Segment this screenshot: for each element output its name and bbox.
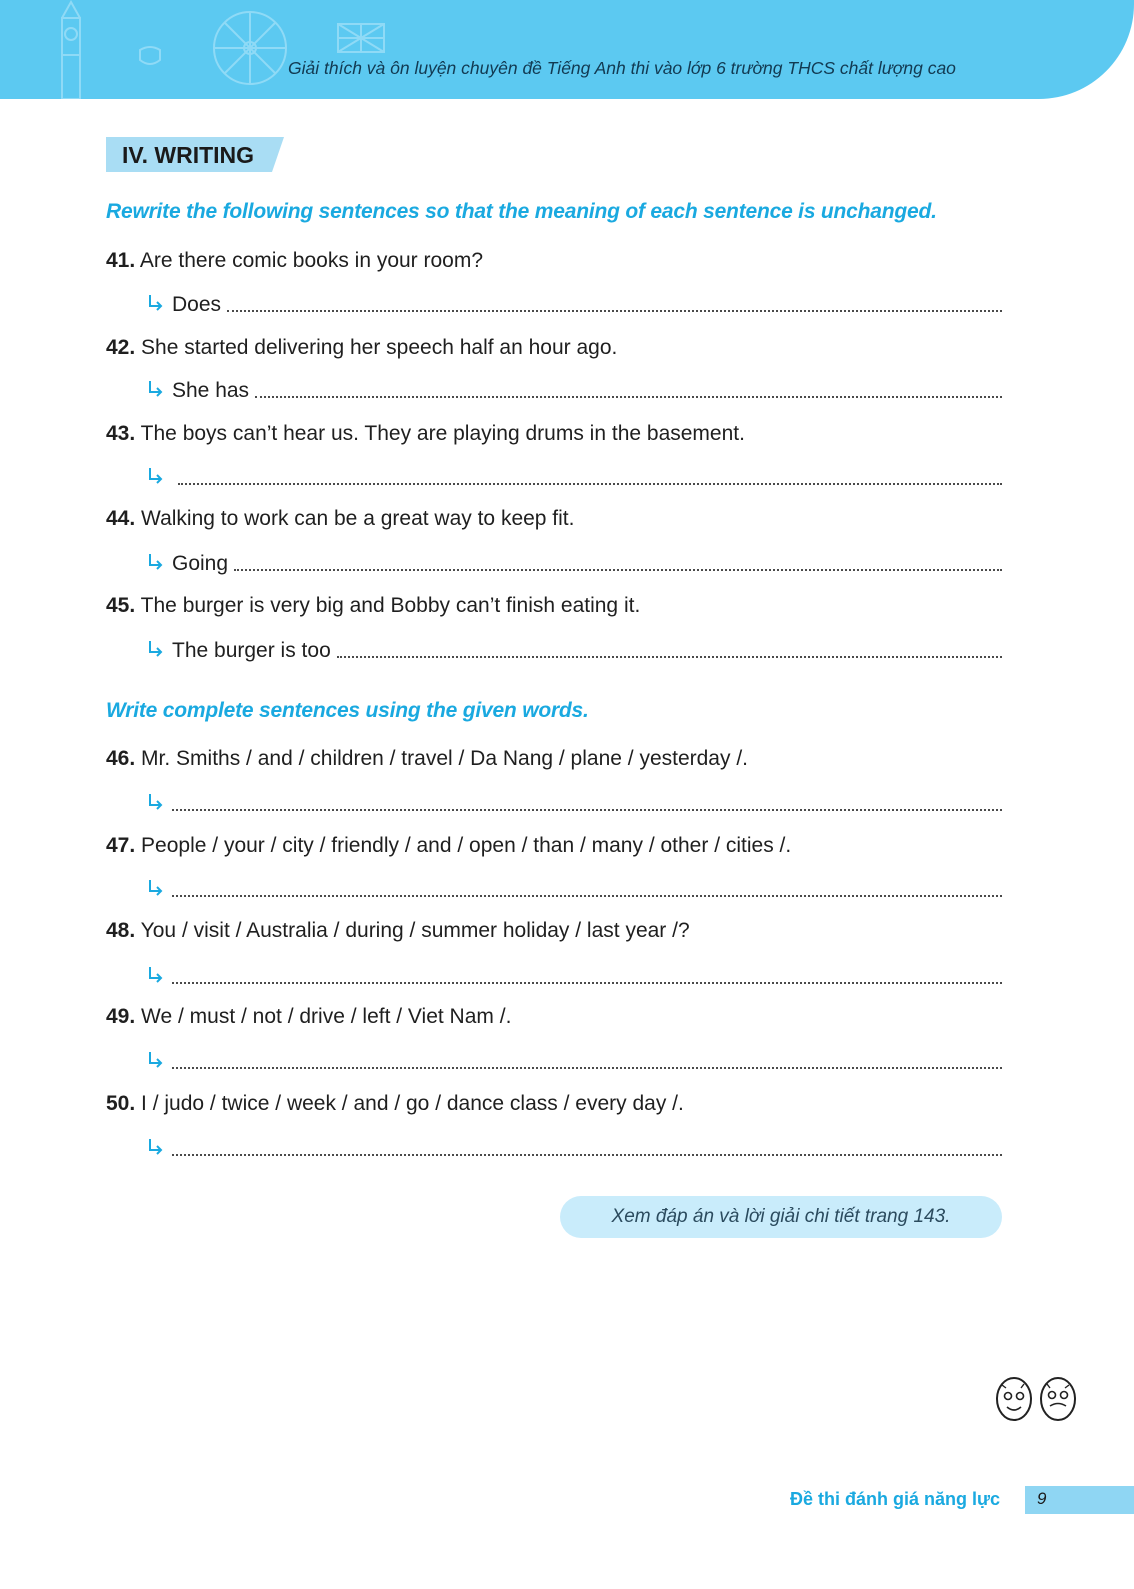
- page-number: 9: [1037, 1489, 1047, 1508]
- answer-line-44[interactable]: [146, 548, 1002, 576]
- question-number: 42.: [106, 336, 136, 359]
- question-text: Mr. Smiths / and / children / travel / Da Nang / plane / yesterday /.: [141, 747, 748, 770]
- question-number: 41.: [106, 249, 136, 272]
- question-text: Walking to work can be a great way to keep fit.: [141, 507, 575, 530]
- question-number: 45.: [106, 594, 136, 617]
- question-number: 44.: [106, 507, 136, 530]
- answer-reference-note: Xem đáp án và lời giải chi tiết trang 143.: [560, 1196, 1002, 1238]
- question-42: [106, 336, 617, 360]
- arrow-icon: [146, 1137, 166, 1159]
- answer-prefix: Going: [172, 552, 229, 575]
- header-title: Giải thích và ôn luyện chuyên đề Tiếng Anh thi vào lớp 6 trường THCS chất lượng cao: [288, 58, 956, 78]
- question-number: 47.: [106, 834, 136, 857]
- arrow-icon: [146, 379, 166, 401]
- question-text: I / judo / twice / week / and / go / dance class / every day /.: [141, 1092, 684, 1115]
- arrow-icon: [146, 639, 166, 661]
- arrow-icon: [146, 293, 166, 315]
- question-number: 50.: [106, 1092, 136, 1115]
- arrow-icon: [146, 792, 166, 814]
- answer-line-50[interactable]: [146, 1133, 1002, 1161]
- answer-dots: [234, 569, 1002, 571]
- answer-dots: [172, 895, 1002, 897]
- arrow-icon: [146, 1050, 166, 1072]
- answer-dots: [172, 1067, 1002, 1069]
- arrow-icon: [146, 552, 166, 574]
- instruction-rewrite: Rewrite the following sentences so that the meaning of each sentence is unchanged.: [106, 200, 937, 223]
- page-number-bar: [1025, 1486, 1134, 1514]
- answer-prefix: The burger is too: [172, 639, 331, 662]
- mascot-face-icon: [1038, 1375, 1078, 1423]
- answer-line-41[interactable]: [146, 289, 1002, 317]
- question-number: 43.: [106, 422, 136, 445]
- arrow-icon: [146, 466, 166, 488]
- arrow-icon: [146, 878, 166, 900]
- question-number: 46.: [106, 747, 136, 770]
- answer-dots: [172, 982, 1002, 984]
- page-header: [0, 0, 1134, 99]
- answer-line-45[interactable]: [146, 635, 1002, 663]
- question-43: [106, 422, 745, 446]
- question-text: We / must / not / drive / left / Viet Nam /.: [141, 1005, 512, 1028]
- question-text: The boys can’t hear us. They are playing drums in the basement.: [140, 422, 745, 445]
- answer-dots: [255, 396, 1002, 398]
- answer-dots: [227, 310, 1002, 312]
- answer-dots: [172, 1154, 1002, 1156]
- question-text: People / your / city / friendly / and / open / than / many / other / cities /.: [141, 834, 792, 857]
- question-47: [106, 834, 791, 858]
- arrow-icon: [146, 965, 166, 987]
- section-title: IV. WRITING: [106, 137, 272, 172]
- question-49: [106, 1005, 511, 1029]
- answer-line-42[interactable]: [146, 375, 1002, 403]
- footer-label: Đề thi đánh giá năng lực: [790, 1489, 1001, 1509]
- mascot-face-icon: [994, 1375, 1034, 1423]
- london-landmarks-decoration-icon: [0, 0, 560, 99]
- instruction-complete: Write complete sentences using the given words.: [106, 699, 589, 722]
- question-50: [106, 1092, 684, 1116]
- answer-prefix: Does: [172, 293, 222, 316]
- question-number: 49.: [106, 1005, 136, 1028]
- answer-prefix: She has: [172, 379, 250, 402]
- question-number: 48.: [106, 919, 136, 942]
- question-text: She started delivering her speech half an hour ago.: [141, 336, 618, 359]
- answer-line-49[interactable]: [146, 1046, 1002, 1074]
- question-46: [106, 747, 748, 771]
- question-44: [106, 507, 574, 531]
- question-48: [106, 919, 690, 943]
- answer-line-46[interactable]: [146, 788, 1002, 816]
- question-text: Are there comic books in your room?: [139, 249, 484, 272]
- answer-line-47[interactable]: [146, 874, 1002, 902]
- answer-line-43[interactable]: [146, 462, 1002, 490]
- answer-dots: [178, 483, 1002, 485]
- answer-line-48[interactable]: [146, 961, 1002, 989]
- question-text: The burger is very big and Bobby can’t finish eating it.: [140, 594, 641, 617]
- question-41: [106, 249, 483, 273]
- question-45: [106, 594, 640, 618]
- question-text: You / visit / Australia / during / summer holiday / last year /?: [140, 919, 690, 942]
- answer-dots: [172, 809, 1002, 811]
- answer-dots: [337, 656, 1002, 658]
